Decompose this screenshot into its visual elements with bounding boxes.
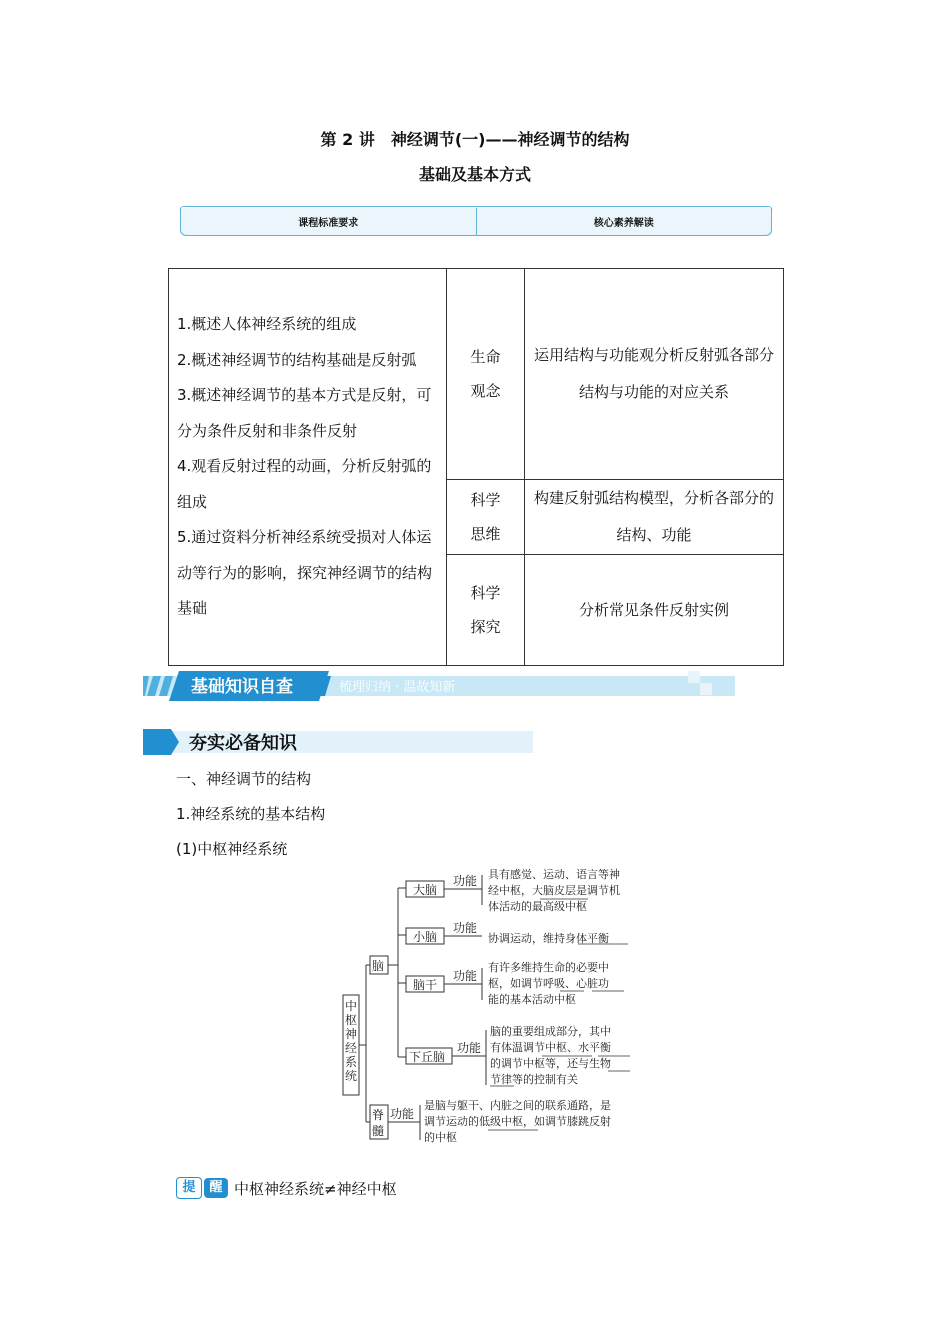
requirement-item: 1.概述人体神经系统的组成 [177,315,357,334]
category-cell: 科学思维 [447,480,525,555]
desc-line: 节律等的控制有关 [490,1073,578,1086]
tip-text: 中枢神经系统≠神经中枢 [234,1179,397,1198]
desc-line: 脑的重要组成部分，其中 [490,1025,611,1038]
func-label: 功能 [390,1107,415,1121]
tab-curriculum: 课程标准要求 [298,218,359,229]
category-cell: 科学探究 [447,555,525,666]
banner-title: 基础知识自查 [191,677,293,697]
tip [176,1177,397,1199]
func-label: 功能 [457,1041,482,1055]
part-label: 脑干 [413,978,438,992]
spinal-label-1: 脊 [372,1108,385,1122]
requirement-item: 2.概述神经调节的结构基础是反射弧 [177,350,417,369]
content-cell: 分析常见条件反射实例 [525,555,784,666]
section-banner [143,671,735,701]
desc-line: 的中枢 [424,1131,457,1144]
section-heading [143,729,533,755]
cns-diagram [330,860,660,1150]
desc-line: 体活动的最高级中枢 [488,900,587,913]
heading-1: 一、神经调节的结构 [176,770,312,788]
desc-line: 调节运动的低级中枢，如调节膝跳反射 [424,1115,611,1128]
desc-line: 具有感觉、运动、语言等神 [488,868,620,881]
desc-line: 的调节中枢等，还与生物 [490,1057,611,1070]
category-cell: 生命观念 [447,269,525,480]
requirement-item: 4.观看反射过程的动画，分析反射弧的组成 [177,457,432,511]
part-label: 小脑 [413,930,438,944]
table-header-bar [180,208,772,236]
spinal-label-2: 髓 [372,1124,385,1138]
brain-label: 脑 [372,959,385,973]
func-label: 功能 [453,969,478,983]
desc-line: 有许多维持生命的必要中 [488,961,609,974]
banner-subtitle: 梳理归纳 · 温故知新 [339,680,456,695]
requirement-item: 5.通过资料分析神经系统受损对人体运动等行为的影响，探究神经调节的结构基础 [177,528,433,618]
page-title-line2: 基础及基本方式 [418,165,531,184]
standards-table [168,268,784,666]
desc-line: 能的基本活动中枢 [488,993,576,1006]
tip-icon-2: 醒 [204,1178,228,1198]
section-title: 夯实必备知识 [189,733,297,754]
tab-core-literacy: 核心素养解读 [476,208,772,235]
func-label: 功能 [453,874,478,888]
content-cell: 构建反射弧结构模型，分析各部分的结构、功能 [525,480,784,555]
requirement-item: 3.概述神经调节的基本方式是反射，可分为条件反射和非条件反射 [177,386,432,440]
requirements-cell [169,269,447,666]
tip-icon: 提 [176,1177,202,1199]
func-label: 功能 [453,921,478,935]
desc-line: 经中枢，大脑皮层是调节机 [488,884,620,897]
desc-line: 协调运动，维持身体平衡 [488,932,609,945]
part-label: 大脑 [413,883,438,897]
heading-3: (1)中枢神经系统 [176,840,288,858]
root-label: 中枢神经系统 [345,999,358,1083]
page-title: 第 2 讲 神经调节(一)——神经调节的结构 [320,130,630,149]
desc-line: 枢，如调节呼吸、心脏功 [488,977,609,990]
desc-line: 是脑与躯干、内脏之间的联系通路，是 [424,1099,611,1112]
heading-2: 1.神经系统的基本结构 [176,805,326,823]
content-cell: 运用结构与功能观分析反射弧各部分结构与功能的对应关系 [525,269,784,480]
part-label: 下丘脑 [409,1050,446,1064]
desc-line: 有体温调节中枢、水平衡 [490,1041,611,1054]
